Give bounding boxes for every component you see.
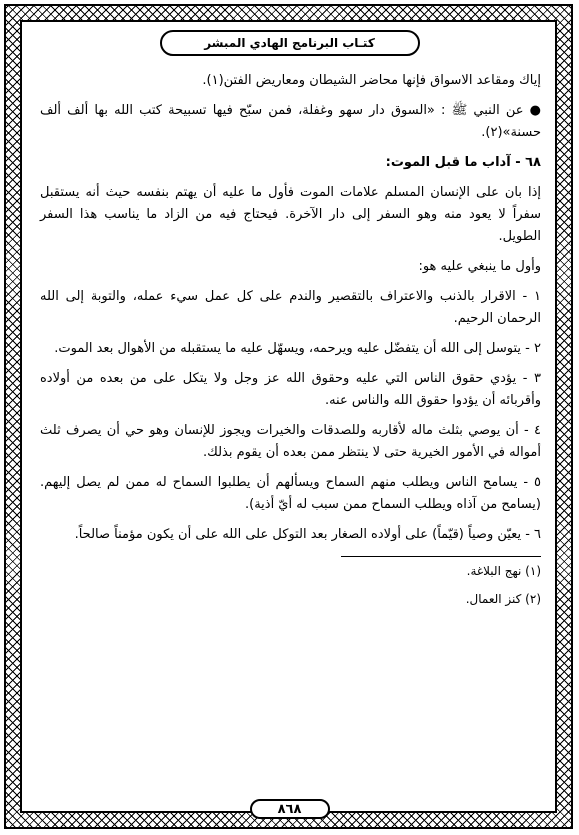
list-item: ٥ - يسامح الناس ويطلب منهم السماح ويسألهم أن يطلبوا السماح له ممن لم يصل إليهم. (يسامح من آذاه ويطلب السماح ممن سبب له أيّ أذية).	[40, 475, 541, 512]
footnote: (١) نهج البلاغة.	[466, 564, 541, 578]
section-heading: ٦٨ - آداب ما قبل الموت:	[385, 155, 541, 170]
paragraph: إياك ومقاعد الاسواق فإنها محاضر الشيطان ومعاريض الفتن(١).	[202, 73, 541, 88]
page-number-badge	[250, 799, 330, 819]
list-item: ٢ - يتوسل إلى الله أن يتفضّل عليه ويرحمه، ويسهّل عليه ما يستقبله من الأهوال بعد الموت.	[54, 341, 541, 356]
footnote: (٢) كنز العمال.	[465, 592, 541, 606]
list-item: ٤ - أن يوصي بثلث ماله لأقاربه وللصدقات والخيرات ويجوز للإنسان وهو حي أن يصرف ثلث أمواله في الأمور الخيرية حتى لا ينتظر ممن بعده أن يقوم بذلك.	[40, 423, 541, 460]
list-item: ٣ - يؤدي حقوق الناس التي عليه وحقوق الله عز وجل ولا يتكل على من بعده من أولاده وأقربائه أن يؤدوا حقوق الله والناس عنه.	[40, 371, 541, 408]
paragraph: وأول ما ينبغي عليه هو:	[418, 259, 541, 274]
hadith-paragraph: ● عن النبي ﷺ : «السوق دار سهو وغفلة، فمن سبّح فيها تسبيحة كتب الله بها ألف ألف حسنة»(٢).	[40, 103, 541, 140]
list-item: ١ - الاقرار بالذنب والاعتراف بالتقصير والندم على كل عمل سيء عمله، والتوبة إلى الله الرحمان الرحيم.	[40, 289, 541, 326]
running-header	[160, 30, 420, 56]
page-number: ٨٦٨	[277, 801, 302, 817]
paragraph: إذا بان على الإنسان المسلم علامات الموت فأول ما عليه أن يهتم بنفسه حيث أنه يستقبل سفراً لا يعود منه وهو السفر إلى دار الآخرة. فيحتاج فيه من الزاد ما يناسب هذا السفر الطويل.	[40, 185, 541, 244]
page-content	[40, 70, 541, 617]
list-item: ٦ - يعيّن وصياً (قيّماً) على أولاده الصغار بعد التوكل على الله على أن يكون مؤمناً صالحاً.	[74, 527, 541, 542]
header-title: كتـاب البرنامج الهادي المبشر	[204, 36, 375, 50]
